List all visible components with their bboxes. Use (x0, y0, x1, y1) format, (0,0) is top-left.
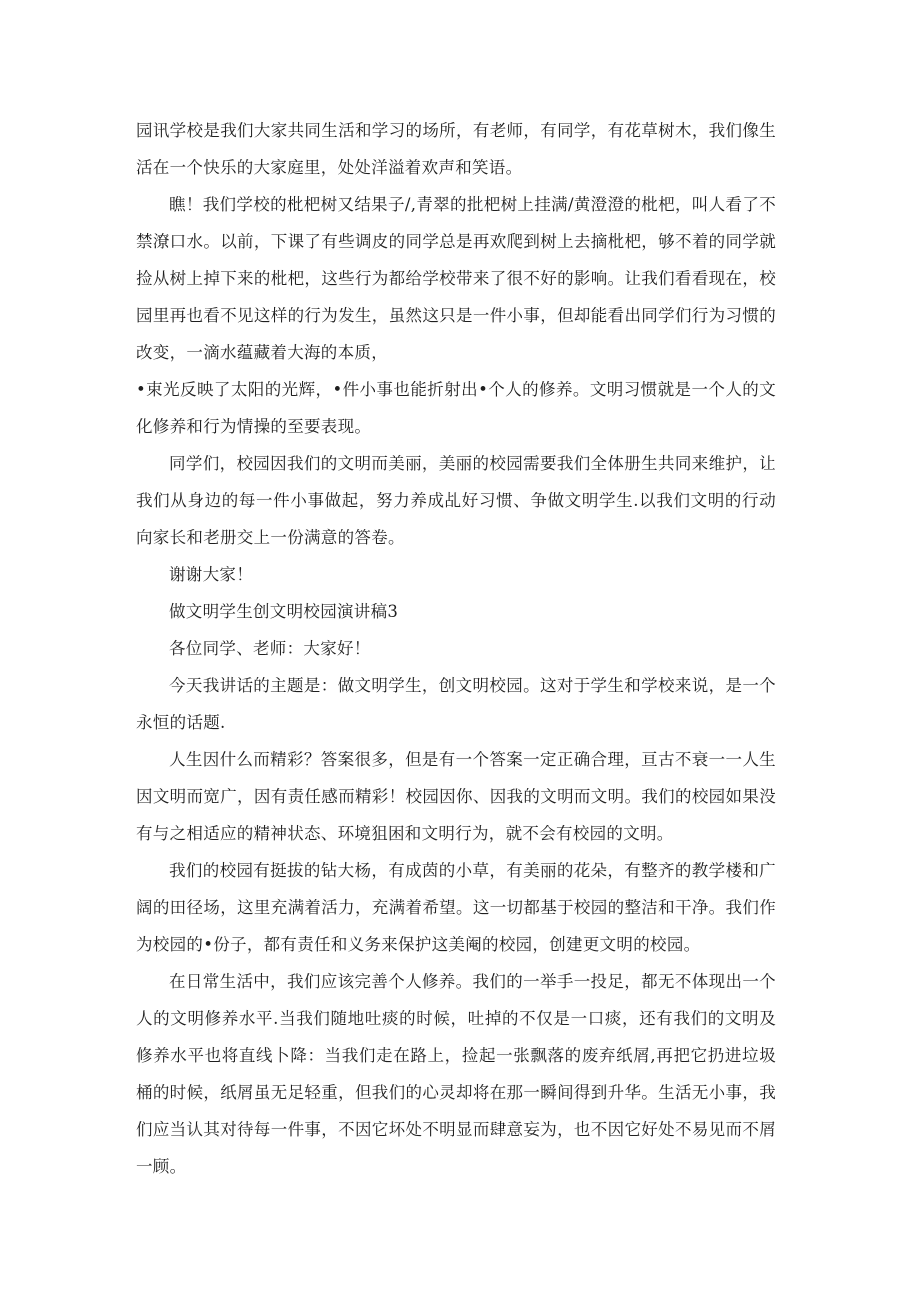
paragraph-loquat-tree: 瞧！我们学校的枇杷树又结果子/,青翠的批杷树上挂满/黄澄澄的枇杷，叫人看了不禁潦口水。以前，下课了有些调皮的同学总是再欢爬到树上去摘枇杷，够不着的同学就捡从树上掉下来的枇杷，这些行为都给学校带来了很不好的影响。让我们看看现在，校园里再也看不见这样的行为发生，虽然这只是一件小事，但却能看出同学们行为习惯的改变，一滴水蕴藏着大海的本质， (136, 195, 776, 362)
paragraph-thanks: 谢谢大家！ (169, 565, 253, 584)
paragraph-classmates-appeal: 同学们，校园因我们的文明而美丽，美丽的校园需要我们全体册生共同来维护，让我们从身边的每一件小事做起，努力养成乩好习惯、争做文明学生.以我们文明的行动向家长和老册交上一份满意的答卷。 (136, 454, 776, 547)
paragraph-daily-life: 在日常生活中，我们应该完善个人修养。我们的一举手一投足，都无不体现出一个人的文明修养水平.当我们随地吐痰的时候，吐掉的不仅是一口痰，还有我们的文明及修养水平也将直线卜降：当我们走在路上，捡起一张飘落的废弃纸屑,再把它扔进垃圾桶的时候，纸屑虽无足轻重，但我们的心灵却将在那一瞬间得到升华。生活无小事，我们应当认其对待每一件事，不因它坏处不明显而肆意妄为，也不因它好处不易见而不屑一顾。 (136, 972, 776, 1176)
paragraph-campus-life: 园讯学校是我们大家共同生活和学习的场所，有老师，有同学，有花草树木，我们像生活在一个快乐的大家庭里，处处洋溢着欢声和笑语。 (136, 121, 776, 177)
document-body (136, 112, 776, 1185)
paragraph-sunlight-reflection: •束光反映了太阳的光辉，•件小事也能折射出•个人的修养。文明习惯就是一个人的文化修养和行为情操的至要表现。 (136, 380, 776, 436)
speech-title: 做文明学生创文明校园演讲稿3 (169, 602, 399, 621)
paragraph-campus-scenery: 我们的校园有挺拔的钻大杨，有成茵的小草，有美丽的花朵，有整齐的教学楼和广阔的田径场，这里充满着活力，充满着希望。这一切都基于校园的整洁和干净。我们作为校园的•份子，都有责任和义务来保护这美阉的校园，创建更文明的校园。 (136, 861, 776, 954)
speech-greeting: 各位同学、老师：大家好！ (169, 639, 371, 658)
paragraph-life-wonderful: 人生因什么而精彩？答案很多，但是有一个答案一定正确合理，亘古不衰一一人生因文明而宽广，因有责任感而精彩！校园因你、因我的文明而文明。我们的校园如果没有与之相适应的精神状态、环境狙困和文明行为，就不会有校园的文明。 (136, 750, 776, 843)
paragraph-topic: 今天我讲话的主题是：做文明学生，创文明校园。这对于学生和学校来说，是一个永恒的话题. (136, 676, 776, 732)
